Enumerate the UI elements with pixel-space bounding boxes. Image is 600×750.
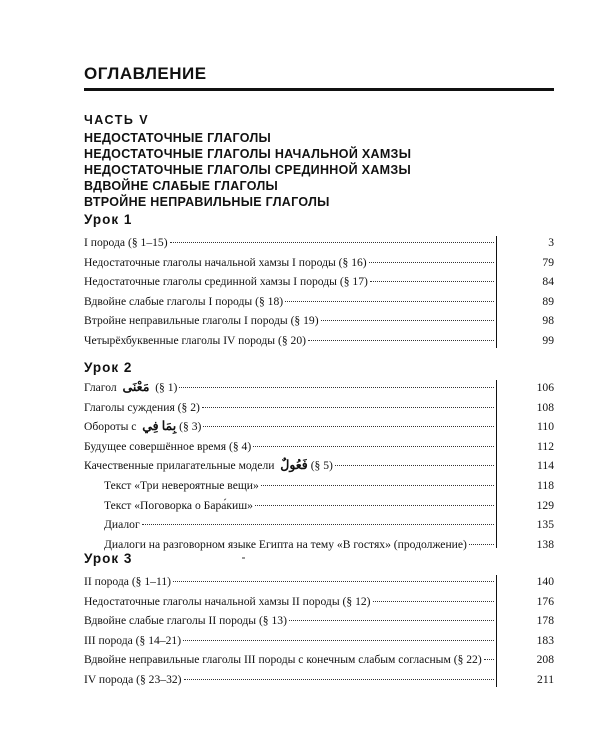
leader-dots bbox=[202, 406, 494, 408]
toc-entry[interactable] bbox=[84, 272, 554, 292]
leader-dots bbox=[308, 339, 494, 341]
page-number: 3 bbox=[548, 236, 554, 249]
entry-label: Недостаточные глаголы начальной хамзы I породы (§ 16) bbox=[84, 255, 367, 269]
arabic-word: مَعْنَى bbox=[122, 380, 150, 394]
toc-entry[interactable] bbox=[84, 233, 554, 253]
page-number: 79 bbox=[542, 255, 554, 269]
entry-label: I порода (§ 1–15) bbox=[84, 236, 168, 249]
arabic-word: بِمَا فِي bbox=[142, 419, 177, 434]
leader-dots bbox=[203, 425, 494, 427]
toc-entry[interactable] bbox=[84, 437, 554, 457]
title-rule bbox=[84, 88, 554, 91]
page-number: 114 bbox=[537, 459, 554, 473]
page-number: 140 bbox=[536, 575, 554, 588]
entry-label: IV порода (§ 23–32) bbox=[84, 672, 182, 686]
part-subtitle: ВТРОЙНЕ НЕПРАВИЛЬНЫЕ ГЛАГОЛЫ bbox=[84, 195, 330, 209]
entry-label: Вдвойне неправильные глаголы III породы с конечным слабым согласным (§ 22) bbox=[84, 653, 482, 667]
leader-dots bbox=[183, 639, 494, 641]
part-heading: ЧАСТЬ V bbox=[84, 113, 150, 127]
toc-entry[interactable] bbox=[84, 670, 554, 690]
page-number: 176 bbox=[536, 594, 554, 608]
lesson-2-entries bbox=[84, 378, 554, 554]
toc-entry[interactable] bbox=[84, 476, 554, 496]
leader-dots bbox=[179, 386, 494, 388]
toc-entry[interactable] bbox=[84, 631, 554, 651]
entry-label: Вдвойне слабые глаголы I породы (§ 18) bbox=[84, 294, 284, 308]
page-number: 178 bbox=[536, 614, 554, 628]
page-number: 110 bbox=[537, 420, 554, 434]
page-number: 211 bbox=[537, 672, 554, 686]
page-number: 106 bbox=[536, 381, 554, 394]
lesson-3-entries bbox=[84, 572, 554, 690]
leader-dots bbox=[261, 484, 494, 486]
toc-entry[interactable] bbox=[84, 378, 554, 398]
entry-label: II порода (§ 1–11) bbox=[84, 575, 171, 588]
page-number: 138 bbox=[536, 537, 554, 551]
page-number: 129 bbox=[536, 498, 554, 512]
toc-entry[interactable] bbox=[84, 515, 554, 535]
scan-speck bbox=[242, 557, 245, 559]
toc-entry[interactable] bbox=[84, 417, 554, 437]
leader-dots bbox=[173, 580, 494, 582]
toc-entry[interactable] bbox=[84, 253, 554, 273]
toc-entry[interactable] bbox=[84, 535, 554, 555]
leader-dots bbox=[285, 300, 494, 302]
part-subtitles bbox=[84, 130, 411, 210]
page-number: 84 bbox=[542, 275, 554, 289]
page-number: 108 bbox=[536, 400, 554, 414]
toc-entry[interactable] bbox=[84, 650, 554, 670]
toc-entry[interactable] bbox=[84, 592, 554, 612]
leader-dots bbox=[373, 600, 494, 602]
page-column-rule bbox=[496, 380, 497, 548]
entry-label: Втройне неправильные глаголы I породы (§ 19) bbox=[84, 314, 319, 328]
page-number: 183 bbox=[536, 633, 554, 647]
toc-entry[interactable] bbox=[84, 331, 554, 351]
entry-label: Диалог bbox=[104, 518, 140, 532]
entry-label: Глаголы суждения (§ 2) bbox=[84, 400, 200, 414]
page-number: 89 bbox=[542, 294, 554, 308]
toc-title: ОГЛАВЛЕНИЕ bbox=[84, 64, 207, 83]
page-number: 99 bbox=[542, 333, 554, 347]
part-subtitle: НЕДОСТАТОЧНЫЕ ГЛАГОЛЫ СРЕДИННОЙ ХАМЗЫ bbox=[84, 163, 412, 177]
toc-entry[interactable] bbox=[84, 456, 554, 476]
entry-label: Диалоги на разговорном языке Египта на тему «В гостях» (продолжение) bbox=[104, 537, 467, 551]
leader-dots bbox=[184, 678, 494, 680]
entry-label: III порода (§ 14–21) bbox=[84, 633, 182, 647]
toc-entry[interactable] bbox=[84, 311, 554, 331]
entry-label: Вдвойне слабые глаголы II породы (§ 13) bbox=[84, 614, 287, 628]
leader-dots bbox=[255, 504, 494, 506]
entry-label: Недостаточные глаголы срединной хамзы I породы (§ 17) bbox=[84, 275, 368, 289]
part-subtitle: НЕДОСТАТОЧНЫЕ ГЛАГОЛЫ НАЧАЛЬНОЙ ХАМЗЫ bbox=[84, 147, 412, 161]
entry-label: Глагол مَعْنَى (§ 1) bbox=[84, 380, 178, 394]
part-subtitle: ВДВОЙНЕ СЛАБЫЕ ГЛАГОЛЫ bbox=[84, 179, 279, 193]
entry-label: Будущее совершённое время (§ 4) bbox=[84, 439, 252, 453]
entry-label: Качественные прилагательные модели فَعُولٌ (§ 5) bbox=[84, 458, 333, 473]
toc-entry[interactable] bbox=[84, 398, 554, 418]
lesson-3-heading: Урок 3 bbox=[84, 551, 133, 566]
entry-label: Обороты с بِمَا فِي (§ 3) bbox=[84, 419, 202, 434]
page-number: 135 bbox=[536, 518, 554, 532]
page-column-rule bbox=[496, 236, 497, 348]
entry-label: Недостаточные глаголы начальной хамзы II породы (§ 12) bbox=[84, 594, 371, 608]
lesson-1-heading: Урок 1 bbox=[84, 212, 133, 227]
toc-entry[interactable] bbox=[84, 572, 554, 592]
page-number: 208 bbox=[536, 653, 554, 667]
leader-dots bbox=[484, 658, 494, 660]
arabic-word: فَعُولٌ bbox=[280, 458, 308, 473]
lesson-2-heading: Урок 2 bbox=[84, 360, 133, 375]
page-number: 98 bbox=[542, 314, 554, 328]
part-subtitle: НЕДОСТАТОЧНЫЕ ГЛАГОЛЫ bbox=[84, 131, 272, 145]
leader-dots bbox=[370, 280, 494, 282]
toc-entry[interactable] bbox=[84, 292, 554, 312]
leader-dots bbox=[335, 464, 494, 466]
page-number: 118 bbox=[537, 478, 554, 492]
leader-dots bbox=[369, 261, 494, 263]
entry-label: Текст «Три невероятные вещи» bbox=[104, 478, 259, 492]
toc-entry[interactable] bbox=[84, 496, 554, 516]
page-number: 112 bbox=[537, 439, 554, 453]
lesson-1-entries bbox=[84, 233, 554, 351]
leader-dots bbox=[253, 445, 494, 447]
leader-dots bbox=[289, 619, 494, 621]
page-column-rule bbox=[496, 575, 497, 687]
leader-dots bbox=[142, 523, 494, 525]
entry-label: Текст «Поговорка о Бара́киш» bbox=[104, 498, 253, 512]
entry-label: Четырёхбуквенные глаголы IV породы (§ 20) bbox=[84, 333, 306, 347]
leader-dots bbox=[469, 543, 494, 545]
leader-dots bbox=[321, 319, 494, 321]
toc-entry[interactable] bbox=[84, 611, 554, 631]
leader-dots bbox=[170, 241, 494, 243]
